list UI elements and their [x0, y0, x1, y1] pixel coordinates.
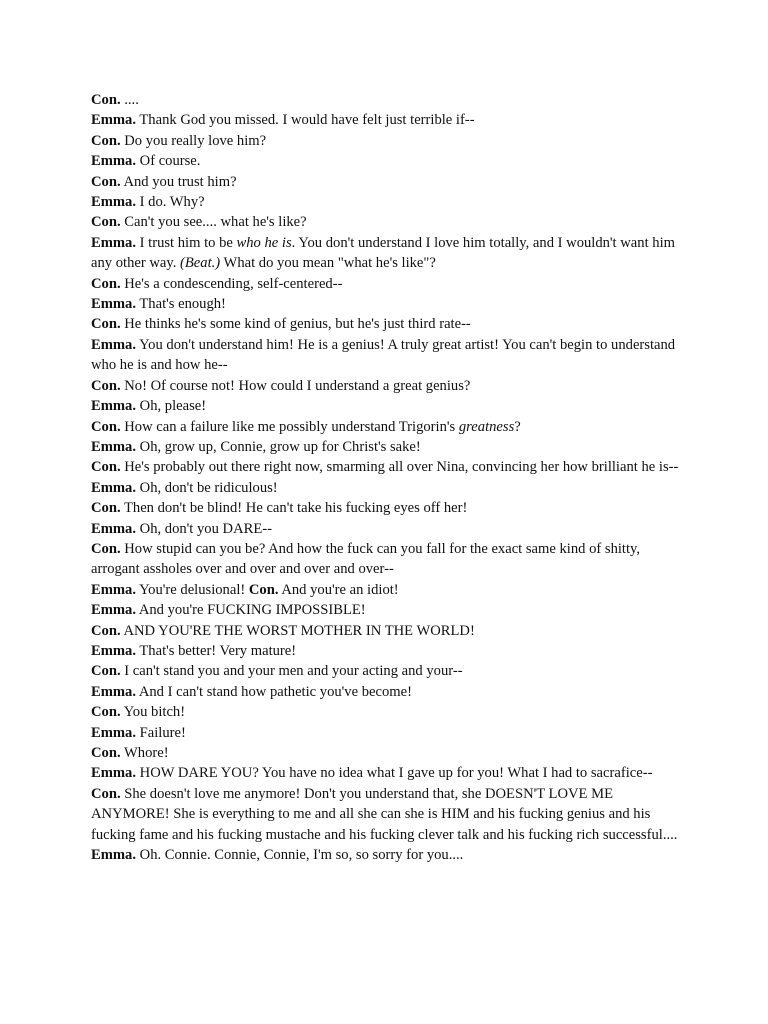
dialogue-line [91, 682, 691, 702]
dialogue-text: AND YOU'RE THE WORST MOTHER IN THE WORLD! [120, 622, 475, 639]
dialogue-line [91, 600, 691, 620]
dialogue-text: You don't understand him! He is a genius! A truly great artist! You can't begin to understand who he is and how he-- [91, 336, 676, 374]
dialogue-text: HOW DARE YOU? You have no idea what I gave up for you! What I had to sacrafice-- [136, 765, 653, 782]
speaker-name: Emma. [91, 336, 136, 353]
speaker-name: Emma. [91, 724, 136, 741]
dialogue-line [91, 702, 691, 722]
dialogue-text: Thank God you missed. I would have felt just terrible if-- [136, 112, 475, 129]
speaker-name: Con. [91, 622, 121, 639]
dialogue-line [91, 274, 691, 294]
dialogue-line [91, 743, 691, 763]
dialogue-text: He's probably out there right now, smarming all over Nina, convincing her how brilliant he is-- [120, 459, 679, 476]
speaker-name: Con. [91, 132, 121, 149]
speaker-name: Con. [248, 581, 279, 598]
dialogue-text: Can't you see.... what he's like? [120, 214, 307, 231]
dialogue-text: And you're FUCKING IMPOSSIBLE! [136, 602, 366, 619]
dialogue-text: Of course. [136, 153, 201, 170]
speaker-name: Con. [91, 173, 121, 190]
dialogue-line [91, 478, 691, 498]
dialogue-line [91, 437, 691, 457]
speaker-name: Con. [91, 418, 121, 435]
speaker-name: Con. [91, 214, 121, 231]
speaker-name: Emma. [91, 234, 136, 251]
dialogue-text: I trust him to be [136, 234, 237, 251]
dialogue-line [91, 763, 691, 783]
speaker-name: Emma. [91, 847, 136, 864]
dialogue-line [91, 519, 691, 539]
speaker-name: Emma. [91, 112, 136, 129]
speaker-name: Con. [91, 540, 121, 557]
dialogue-line [91, 172, 691, 192]
dialogue-line [91, 90, 691, 110]
dialogue-text: You're delusional! [136, 581, 249, 598]
dialogue-text: Do you really love him? [120, 132, 267, 149]
dialogue-text: He's a condescending, self-centered-- [120, 275, 343, 292]
dialogue-line [91, 580, 691, 600]
dialogue-line [91, 212, 691, 232]
speaker-name: Emma. [91, 438, 136, 455]
dialogue-text: How can a failure like me possibly understand Trigorin's [120, 418, 459, 435]
dialogue-text: Oh, don't you DARE-- [136, 520, 272, 537]
dialogue-text: That's better! Very mature! [136, 642, 297, 659]
dialogue-text: He thinks he's some kind of genius, but he's just third rate-- [120, 316, 471, 333]
dialogue-text: I can't stand you and your men and your acting and your-- [120, 663, 463, 680]
dialogue-text: I do. Why? [136, 194, 205, 211]
dialogue-line [91, 110, 691, 130]
dialogue-text: What do you mean "what he's like"? [220, 255, 436, 272]
speaker-name: Con. [91, 377, 121, 394]
speaker-name: Emma. [91, 520, 136, 537]
speaker-name: Emma. [91, 398, 136, 415]
speaker-name: Con. [91, 704, 121, 721]
dialogue-line [91, 641, 691, 661]
dialogue-text: No! Of course not! How could I understand a great genius? [120, 377, 471, 394]
dialogue-text: Oh, don't be ridiculous! [136, 479, 278, 496]
dialogue-text: Oh. Connie. Connie, Connie, I'm so, so sorry for you.... [136, 847, 464, 864]
dialogue-line [91, 294, 691, 314]
speaker-name: Con. [91, 316, 121, 333]
dialogue-text: And I can't stand how pathetic you've become! [136, 683, 412, 700]
dialogue-text: Oh, please! [136, 398, 207, 415]
speaker-name: Emma. [91, 765, 136, 782]
dialogue-text: You bitch! [120, 704, 186, 721]
dialogue-line [91, 151, 691, 171]
speaker-name: Emma. [91, 153, 136, 170]
stage-emphasis: greatness [458, 418, 515, 435]
speaker-name: Emma. [91, 581, 136, 598]
dialogue-text: Oh, grow up, Connie, grow up for Christ's sake! [136, 438, 421, 455]
dialogue-text: She doesn't love me anymore! Don't you understand that, she DOESN'T LOVE ME ANYMORE! She is everything to me and all she can she is HIM and his fucking genius and his fucking fame and his fucking mustache and his fucking clever talk and his fucking rich successful.... [91, 785, 678, 843]
speaker-name: Con. [91, 275, 121, 292]
speaker-name: Emma. [91, 194, 136, 211]
dialogue-text: .... [120, 92, 139, 108]
speaker-name: Con. [91, 745, 121, 761]
stage-emphasis: who he is [236, 234, 292, 251]
dialogue-line [91, 335, 691, 376]
dialogue-line [91, 621, 691, 641]
dialogue-line [91, 784, 691, 845]
dialogue-line [91, 396, 691, 416]
speaker-name: Emma. [91, 296, 136, 313]
dialogue-text: Then don't be blind! He can't take his fucking eyes off her! [120, 500, 468, 517]
dialogue-line [91, 131, 691, 151]
dialogue-text: Whore! [120, 745, 169, 761]
script-page [91, 90, 691, 865]
dialogue-line [91, 233, 691, 274]
dialogue-line [91, 314, 691, 334]
dialogue-line [91, 457, 691, 477]
speaker-name: Emma. [91, 602, 136, 619]
dialogue-line [91, 376, 691, 396]
stage-emphasis: (Beat.) [180, 255, 221, 272]
dialogue-text: That's enough! [136, 296, 226, 313]
speaker-name: Emma. [91, 479, 136, 496]
speaker-name: Con. [91, 459, 121, 476]
dialogue-line [91, 539, 691, 580]
dialogue-text: . You don't understand I love him totally, and I wouldn't want him any other way. [91, 234, 675, 272]
dialogue-text: And you trust him? [120, 173, 237, 190]
dialogue-text: And you're an idiot! [278, 581, 399, 598]
dialogue-text: ? [514, 418, 521, 435]
speaker-name: Emma. [91, 683, 136, 700]
dialogue-text: How stupid can you be? And how the fuck can you fall for the exact same kind of shitty, arrogant assholes over and over and over and over-- [91, 540, 641, 578]
speaker-name: Con. [91, 785, 121, 802]
speaker-name: Con. [91, 663, 121, 680]
dialogue-line [91, 723, 691, 743]
dialogue-line [91, 417, 691, 437]
dialogue-line [91, 192, 691, 212]
dialogue-line [91, 661, 691, 681]
dialogue-text: Failure! [136, 724, 186, 741]
speaker-name: Emma. [91, 642, 136, 659]
dialogue-line [91, 845, 691, 865]
speaker-name: Con. [91, 500, 121, 517]
dialogue-line [91, 498, 691, 518]
speaker-name: Con. [91, 92, 121, 108]
